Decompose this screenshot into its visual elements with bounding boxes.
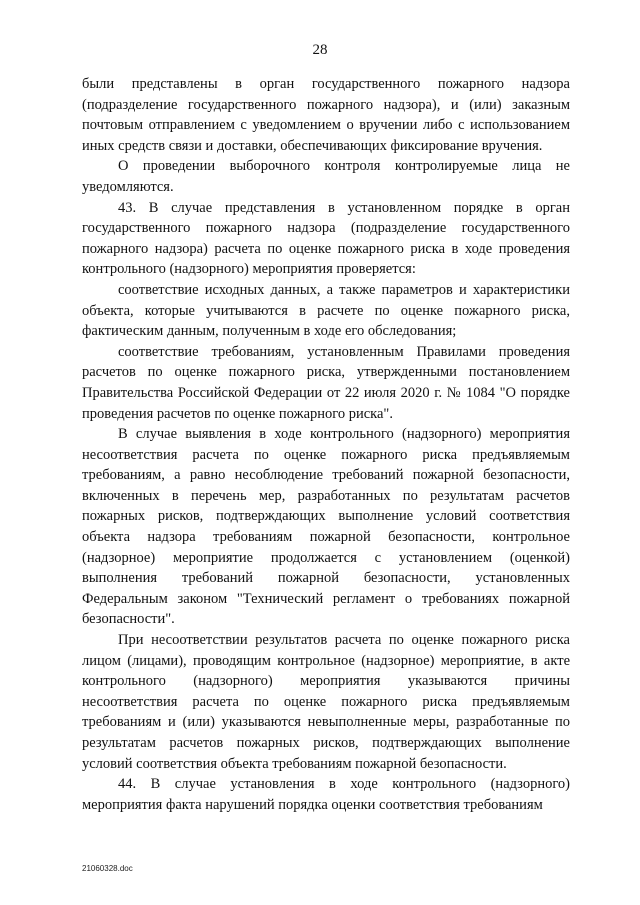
document-body	[82, 74, 570, 815]
paragraph: В случае выявления в ходе контрольного (надзорного) мероприятия несоответствия расчета по оценке пожарного риска предъявляемым требованиям, а равно несоблюдение требований пожарной безопасности, включенных в перечень мер, разработанных по результатам расчетов пожарных рисков, подтверждающих выполнение условий соответствия объекта надзора требованиям пожарной безопасности, контрольное (надзорное) мероприятие продолжается с установлением (оценкой) выполнения требований пожарной безопасности, установленных Федеральным законом "Технический регламент о требованиях пожарной безопасности".	[82, 426, 570, 628]
paragraph: 43. В случае представления в установленном порядке в орган государственного пожарного надзора (подразделение государственного пожарного надзора) расчета по оценке пожарного риска в ходе проведения контрольного (надзорного) мероприятия проверяется:	[82, 199, 570, 278]
paragraph: При несоответствии результатов расчета по оценке пожарного риска лицом (лицами), проводящим контрольное (надзорное) мероприятие, в акте контрольного (надзорного) мероприятия указываются причины несоответствия расчета по оценке пожарного риска предъявляемым требованиям и (или) указываются невыполненные меры, разработанные по результатам расчетов пожарных рисков, подтверждающих выполнение условий соответствия объекта требованиям пожарной безопасности.	[82, 632, 570, 772]
paragraph: соответствие требованиям, установленным Правилами проведения расчетов по оценке пожарного риска, утвержденными постановлением Правительства Российской Федерации от 22 июля 2020 г. № 1084 "О порядке проведения расчетов по оценке пожарного риска".	[82, 343, 570, 422]
paragraph: 44. В случае установления в ходе контрольного (надзорного) мероприятия факта нарушений порядка оценки соответствия требованиям	[82, 776, 570, 813]
paragraph: соответствие исходных данных, а также параметров и характеристики объекта, которые учитываются в расчете по оценке пожарного риска, фактическим данным, полученным в ходе его обследования;	[82, 281, 570, 340]
footer-file-code: 21060328.doc	[82, 864, 133, 873]
paragraph: О проведении выборочного контроля контролируемые лица не уведомляются.	[82, 158, 570, 195]
page-number: 28	[312, 42, 328, 58]
paragraph: были представлены в орган государственного пожарного надзора (подразделение государственного пожарного надзора), и (или) заказным почтовым отправлением с уведомлением о вручении либо с использованием иных средств связи и доставки, обеспечивающих фиксирование вручения.	[82, 76, 570, 154]
